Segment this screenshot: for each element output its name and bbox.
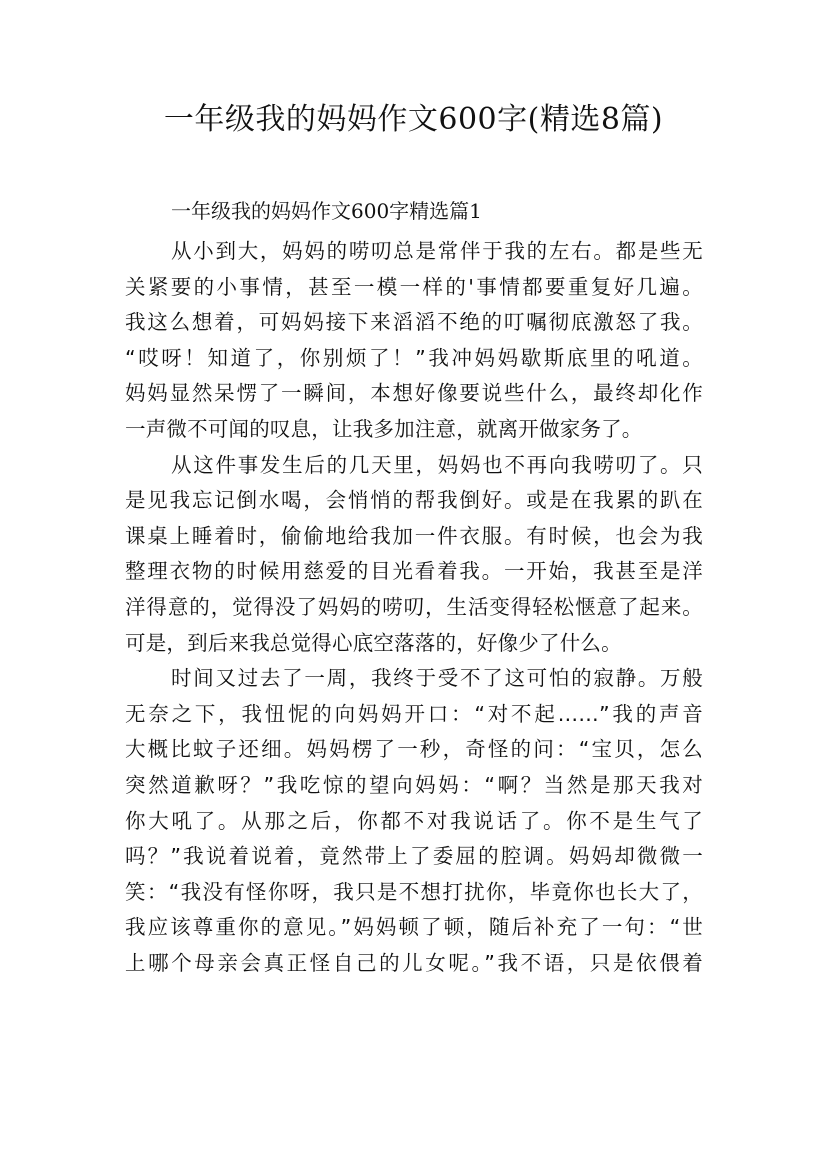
paragraph bbox=[125, 661, 703, 981]
text-line: 笑：“我没有怪你呀，我只是不想打扰你，毕竟你也长大了， bbox=[125, 879, 703, 904]
section-heading: 一年级我的妈妈作文600字精选篇1 bbox=[171, 199, 482, 223]
text-line: 妈妈显然呆愣了一瞬间，本想好像要说些什么，最终却化作 bbox=[125, 381, 703, 406]
text-line: 你大吼了。从那之后，你都不对我说话了。你不是生气了 bbox=[125, 808, 703, 833]
text-line: 我这么想着，可妈妈接下来滔滔不绝的叮嘱彻底激怒了我。 bbox=[125, 310, 703, 335]
text-line: 我应该尊重你的意见。”妈妈顿了顿，随后补充了一句：“世 bbox=[125, 915, 703, 940]
text-line: 从小到大，妈妈的唠叨总是常伴于我的左右。都是些无 bbox=[171, 239, 703, 263]
document-body bbox=[125, 234, 703, 981]
document-title: 一年级我的妈妈作文600字(精选8篇) bbox=[163, 102, 664, 137]
text-line: 一声微不可闻的叹息，让我多加注意，就离开做家务了。 bbox=[125, 416, 643, 441]
text-line: 吗？”我说着说着，竟然带上了委屈的腔调。妈妈却微微一 bbox=[125, 844, 703, 869]
text-line: 整理衣物的时候用慈爱的目光看着我。一开始，我甚至是洋 bbox=[125, 559, 703, 584]
text-line: 是见我忘记倒水喝，会悄悄的帮我倒好。或是在我累的趴在 bbox=[125, 488, 703, 513]
text-line: 突然道歉呀？”我吃惊的望向妈妈：“啊？当然是那天我对 bbox=[125, 772, 703, 797]
text-line: 可是，到后来我总觉得心底空落落的，好像少了什么。 bbox=[125, 630, 622, 655]
text-line: 时间又过去了一周，我终于受不了这可怕的寂静。万般 bbox=[171, 666, 703, 691]
text-line: 大概比蚊子还细。妈妈楞了一秒，奇怪的问：“宝贝，怎么 bbox=[125, 737, 703, 762]
text-line: 上哪个母亲会真正怪自己的儿女呢。”我不语，只是依偎着 bbox=[125, 950, 703, 975]
text-line: “哎呀！知道了，你别烦了！”我冲妈妈歇斯底里的吼道。 bbox=[125, 345, 703, 370]
text-line: 洋得意的，觉得没了妈妈的唠叨，生活变得轻松惬意了起来。 bbox=[125, 594, 703, 619]
paragraph bbox=[125, 448, 703, 662]
paragraph bbox=[125, 234, 703, 448]
text-line: 关紧要的小事情，甚至一模一样的'事情都要重复好几遍。 bbox=[125, 274, 703, 299]
text-line: 从这件事发生后的几天里，妈妈也不再向我唠叨了。只 bbox=[171, 452, 703, 477]
text-line: 课桌上睡着时，偷偷地给我加一件衣服。有时候，也会为我 bbox=[125, 523, 703, 548]
text-line: 无奈之下，我忸怩的向妈妈开口：“对不起……”我的声音 bbox=[125, 701, 703, 726]
